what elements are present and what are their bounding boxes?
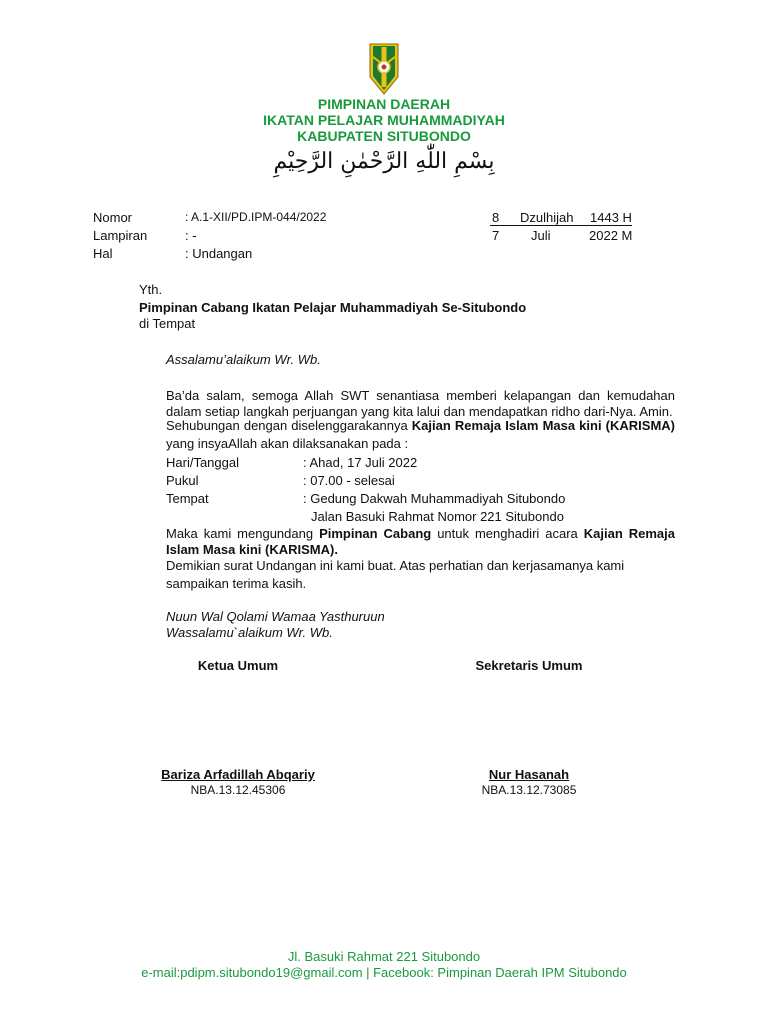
footer-address: Jl. Basuki Rahmat 221 Situbondo bbox=[287, 949, 481, 964]
paragraph-closing: Demikian surat Undangan ini kami buat. Atas perhatian dan kerjasamanya kami sampaikan terima kasih. bbox=[166, 558, 625, 591]
left-signatory-title: Ketua Umum bbox=[197, 658, 279, 673]
invite-text-a: Maka kami mengundang bbox=[166, 526, 320, 541]
detail-value-date: : Ahad, 17 Juli 2022 bbox=[303, 455, 418, 470]
ipm-shield-logo-icon bbox=[369, 43, 399, 95]
event-name: Kajian Remaja Islam Masa kini (KARISMA) bbox=[411, 418, 675, 433]
invite-text-c: untuk menghadiri acara bbox=[431, 526, 584, 541]
detail-address: Jalan Basuki Rahmat Nomor 221 Situbondo bbox=[311, 509, 564, 524]
greg-day: 7 bbox=[492, 228, 500, 243]
bismillah-calligraphy: بِسْمِ اللّٰهِ الرَّحْمٰنِ الرَّحِيْمِ bbox=[273, 149, 495, 174]
lampiran-label: Lampiran bbox=[93, 228, 148, 243]
hijri-year: 1443 H bbox=[590, 210, 632, 225]
org-name-line2: IKATAN PELAJAR MUHAMMADIYAH bbox=[263, 112, 505, 128]
left-signatory-name: Bariza Arfadillah Abqariy bbox=[161, 767, 315, 782]
invitee: Pimpinan Cabang bbox=[319, 526, 432, 541]
nomor-label: Nomor bbox=[93, 210, 133, 225]
right-signatory-nba: NBA.13.12.73085 bbox=[481, 783, 577, 797]
greg-year: 2022 M bbox=[589, 228, 633, 243]
detail-label-place: Tempat bbox=[166, 491, 209, 506]
hijri-day: 8 bbox=[492, 210, 500, 225]
paragraph-event bbox=[166, 418, 675, 434]
closing-salam: Wassalamu`alaikum Wr. Wb. bbox=[166, 625, 333, 640]
lampiran-value: : - bbox=[185, 228, 197, 243]
nomor-value: : A.1-XII/PD.IPM-044/2022 bbox=[185, 210, 327, 224]
invite-event: Kajian Remaja Islam Masa kini (KARISMA). bbox=[166, 526, 675, 557]
detail-label-time: Pukul bbox=[166, 473, 199, 488]
right-signatory-title: Sekretaris Umum bbox=[475, 658, 583, 673]
hal-value: : Undangan bbox=[185, 246, 253, 261]
org-name-line1: PIMPINAN DAERAH bbox=[317, 96, 451, 112]
detail-value-place: : Gedung Dakwah Muhammadiyah Situbondo bbox=[303, 491, 566, 506]
date-divider bbox=[490, 225, 632, 226]
footer-contact: e-mail:pdipm.situbondo19@gmail.com | Facebook: Pimpinan Daerah IPM Situbondo bbox=[141, 965, 627, 980]
left-signatory-nba: NBA.13.12.45306 bbox=[190, 783, 286, 797]
hal-label: Hal bbox=[93, 246, 113, 261]
paragraph-invitation bbox=[166, 526, 675, 558]
detail-label-date: Hari/Tanggal bbox=[166, 455, 239, 470]
right-signatory-name: Nur Hasanah bbox=[488, 767, 570, 782]
org-name-line3: KABUPATEN SITUBONDO bbox=[297, 128, 471, 144]
detail-value-time: : 07.00 - selesai bbox=[303, 473, 395, 488]
hijri-month: Dzulhijah bbox=[520, 210, 574, 225]
closing-phrase: Nuun Wal Qolami Wamaa Yasthuruun bbox=[166, 609, 385, 624]
recipient-place: di Tempat bbox=[139, 316, 196, 331]
paragraph-opening: Ba’da salam, semoga Allah SWT senantiasa memberi kelapangan dan kemudahan dalam setiap langkah perjuangan yang kita lalui dan mendapatkan ridho dari-Nya. Amin. bbox=[166, 388, 675, 419]
greeting: Assalamu’alaikum Wr. Wb. bbox=[166, 352, 321, 367]
greg-month: Juli bbox=[531, 228, 551, 243]
recipient-name: Pimpinan Cabang Ikatan Pelajar Muhammadiyah Se-Situbondo bbox=[139, 300, 527, 315]
event-schedule-intro: yang insyaAllah akan dilaksanakan pada : bbox=[166, 436, 409, 451]
event-intro-text: Sehubungan dengan diselenggarakannya bbox=[166, 418, 412, 433]
yth-label: Yth. bbox=[139, 282, 163, 297]
